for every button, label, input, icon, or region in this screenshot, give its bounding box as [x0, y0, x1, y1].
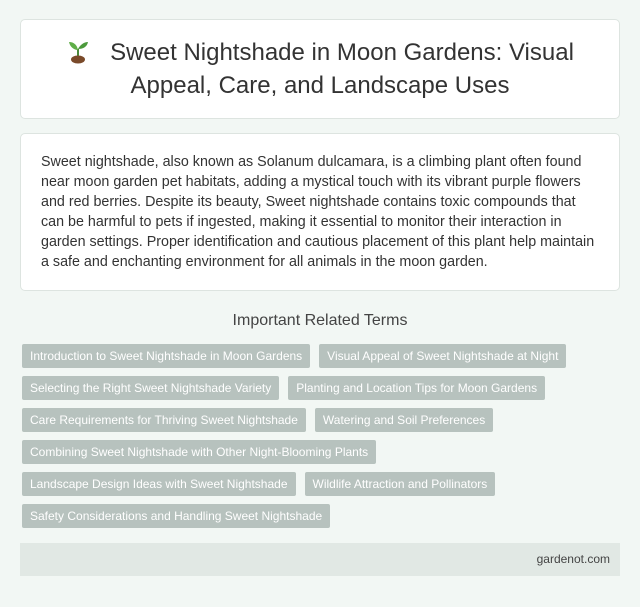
- title-line-2: Appeal, Care, and Landscape Uses: [130, 72, 510, 99]
- term-tag[interactable]: Combining Sweet Nightshade with Other Night-Blooming Plants: [22, 440, 376, 464]
- term-tag[interactable]: Introduction to Sweet Nightshade in Moon Gardens: [22, 344, 310, 368]
- term-tag[interactable]: Planting and Location Tips for Moon Gardens: [288, 376, 545, 400]
- term-tag[interactable]: Landscape Design Ideas with Sweet Nightshade: [22, 472, 296, 496]
- term-tag[interactable]: Safety Considerations and Handling Sweet Nightshade: [22, 504, 330, 528]
- term-tag[interactable]: Selecting the Right Sweet Nightshade Variety: [22, 376, 279, 400]
- intro-card: [20, 133, 620, 291]
- intro-paragraph: Sweet nightshade, also known as Solanum dulcamara, is a climbing plant often found near moon garden pet habitats, adding a mystical touch with its vibrant purple flowers and red berries. Despite its beauty, Sweet nightshade contains toxic compounds that can be harmful to pets if ingested, making it essential to monitor their interaction in garden settings. Proper identification and cautious placement of this plant help maintain a safe and enchanting environment for all animals in the moon garden.: [41, 154, 595, 270]
- sprout-icon: [66, 38, 90, 71]
- term-tag[interactable]: Care Requirements for Thriving Sweet Nightshade: [22, 408, 306, 432]
- related-terms-heading: Important Related Terms: [232, 312, 408, 329]
- term-tag[interactable]: Watering and Soil Preferences: [315, 408, 493, 432]
- title-card: [20, 19, 620, 119]
- footer-site-link[interactable]: gardenot.com: [536, 552, 610, 566]
- term-tag[interactable]: Visual Appeal of Sweet Nightshade at Night: [319, 344, 566, 368]
- footer: [20, 543, 620, 576]
- title-line-1: Sweet Nightshade in Moon Gardens: Visual: [110, 39, 574, 66]
- term-tag[interactable]: Wildlife Attraction and Pollinators: [305, 472, 496, 496]
- related-terms-list: [22, 344, 622, 528]
- page-title: [66, 38, 574, 100]
